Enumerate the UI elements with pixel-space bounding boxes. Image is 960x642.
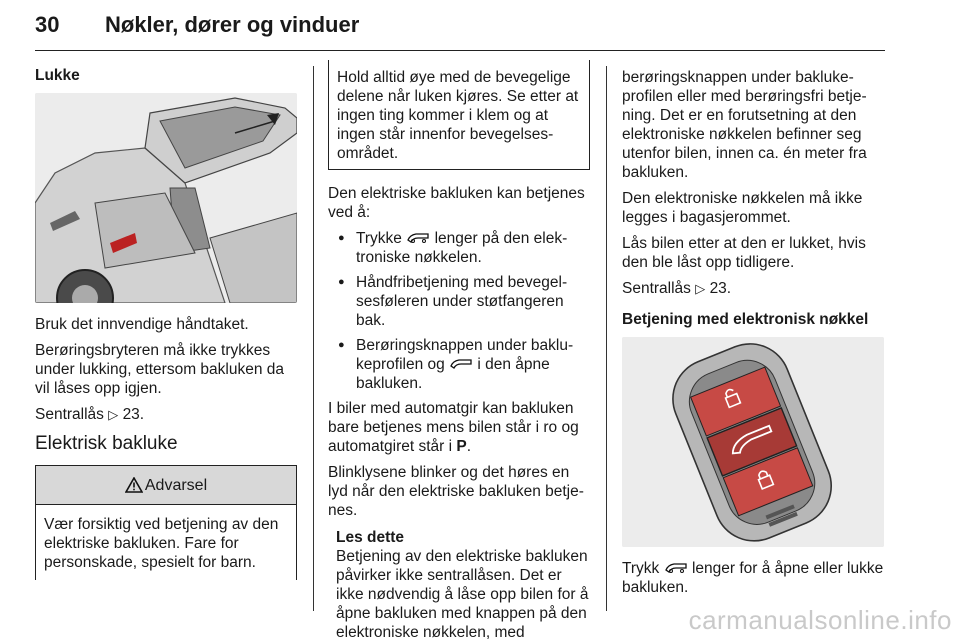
reference-label: Sentrallås: [35, 406, 104, 423]
page-header: [35, 6, 885, 51]
list-item: ● Trykke lenger på den elektroniske nøkkelen.: [328, 229, 590, 267]
note-title: Les dette: [336, 529, 405, 546]
note-body: Betjening av den elektriske bakluken påvirker ikke sentrallåsen. Det er ikke nødvendig å låse opp bilen for å åpne bakluken med knappen på den elektroniske nøkkelen, med: [336, 548, 589, 641]
warning-triangle-icon: [125, 477, 143, 493]
watermark: carmanualsonline.info: [688, 605, 952, 635]
paragraph-indicators: Blinklysene blinker og det høres en lyd når den elektriske bakluken betjenes.: [328, 464, 584, 519]
warning-header: [36, 465, 296, 505]
section-heading-close: Lukke: [35, 67, 80, 84]
reference-central-lock-2: Sentrallås ▷ 23.: [622, 280, 732, 297]
warning-body: Vær forsiktig ved betjening av den elektriske bakluken. Fare for personskade, spesielt for barn.: [44, 516, 279, 571]
paragraph-press-key: Trykk lenger for å åpne eller lukke bakluken.: [622, 560, 884, 596]
page-number: 30: [35, 12, 60, 37]
column-3: [622, 60, 884, 604]
warning-title: Advarsel: [144, 476, 208, 494]
key-fob-image: [622, 337, 884, 547]
car-tailgate-image: [35, 93, 297, 303]
arrow-right-outline-icon: ▷: [108, 407, 119, 422]
reference-page: 23.: [122, 406, 145, 423]
list-item: ● Håndfribetjening med bevegelsesføleren under støtfangeren bak.: [328, 273, 590, 330]
column-divider-2: [606, 66, 607, 611]
paragraph-key-not-in-trunk: Den elektroniske nøkkelen må ikke legges i bagasjerommet.: [622, 190, 863, 226]
list-item: ● Berøringsknappen under baklukeprofilen og i den åpne bakluken.: [328, 336, 590, 393]
paragraph-touch-switch: Berøringsbryteren må ikke trykkes under lukking, ettersom bakluken da vil låses opp igjen.: [35, 342, 285, 397]
paragraph-operate-intro: Den elektriske bakluken kan betjenes ved å:: [328, 185, 585, 221]
heading-electronic-key-operation: Betjening med elektronisk nøkkel: [622, 311, 869, 328]
chapter-title: Nøkler, dører og vinduer: [105, 12, 360, 37]
warning-box: [35, 465, 297, 580]
arrow-right-outline-icon: ▷: [695, 281, 706, 296]
paragraph-lock-car: Lås bilen etter at den er lukket, hvis den ble låst opp tidligere.: [622, 235, 866, 271]
warning-box-continued: Hold alltid øye med de bevegelige delene når luken kjøres. Se etter at ingen ting kommer i klem og at ingen står innenfor bevegelsesområdet.: [328, 60, 590, 170]
operation-methods-list: [328, 229, 590, 393]
tailgate-open-illustration: [35, 93, 297, 303]
tailgate-button-icon: [406, 232, 430, 244]
tailgate-button-icon: [664, 562, 688, 574]
note-box: [328, 528, 590, 642]
column-1: [35, 60, 297, 580]
paragraph-use-handle: Bruk det innvendige håndtaket.: [35, 316, 249, 333]
heading-electric-tailgate: Elektrisk bakluke: [35, 433, 178, 454]
reference-central-lock: [35, 405, 297, 424]
electronic-key-illustration: [622, 337, 884, 547]
paragraph-touch-button: berøringsknappen under baklukeprofilen eller med berøringsfri betjening. Det er en forutsetning at den elektroniske nøkkelen befinner seg utenfor bilen, innen ca. én meter fra bakluken.: [622, 69, 867, 181]
tailgate-button-icon: [449, 358, 473, 370]
column-2: [328, 60, 590, 642]
paragraph-automatic-gear: I biler med automatgir kan bakluken bare betjenes mens bilen står i ro og automatgiret står i P.: [328, 400, 579, 455]
gear-position-p: P: [456, 438, 467, 455]
column-divider-1: [313, 66, 314, 611]
